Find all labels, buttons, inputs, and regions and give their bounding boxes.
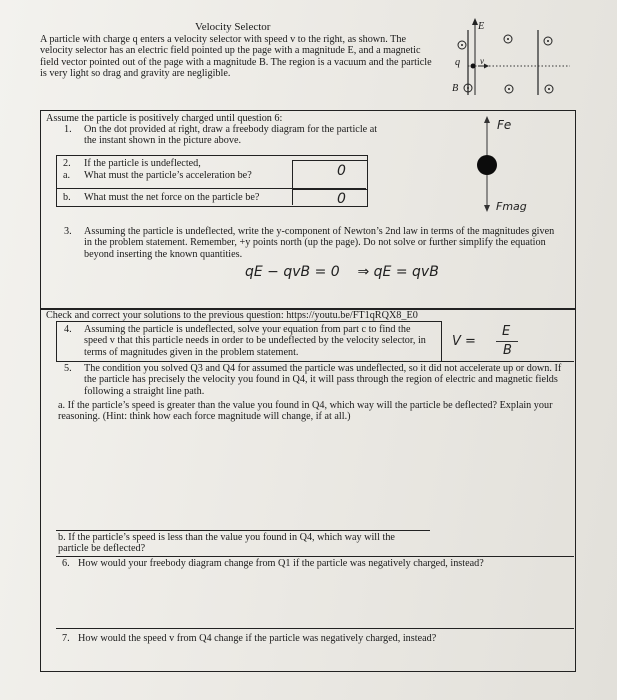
- problem-statement: A particle with charge q enters a velocity selector with speed v to the right, as shown. The velocity selector has an electric field pointed up the page with a magnitude E, and a magnetic field vector pointed out of the page with a magnitude B. The region is a vacuum and the particle is very light so drag and gravity are negligible.: [40, 34, 432, 80]
- q5a-text: a. If the particle’s speed is greater than the value you found in Q4, which way will the particle be deflected? Explain your reasoning. (Hint: think how each force magnitude will change, if at all.): [58, 400, 553, 423]
- electric-force-label: Fe: [497, 118, 512, 132]
- q7-number: 7.: [62, 633, 70, 644]
- q2a-answer: 0: [337, 163, 346, 179]
- q5-number: 5.: [64, 363, 72, 374]
- q6-top-border: [56, 556, 574, 557]
- magnetic-force-label: Fmag: [496, 200, 527, 213]
- field-label-e: E: [478, 21, 485, 32]
- q7-top-border: [56, 628, 574, 629]
- fraction-bar: [496, 341, 518, 342]
- q3-answer: qE − qvB = 0 ⇒ qE = qvB: [245, 264, 439, 280]
- q6-answer-space[interactable]: [56, 572, 566, 626]
- field-label-b: B: [452, 83, 459, 94]
- charge-label-q: q: [455, 57, 461, 68]
- freebody-arrows: [0, 0, 617, 230]
- q1-number: 1.: [64, 124, 72, 135]
- q6-number: 6.: [62, 558, 70, 569]
- q4-answer-denominator: B: [503, 343, 512, 358]
- q2a-text: What must the particle’s acceleration be?: [84, 170, 252, 181]
- solution-link[interactable]: Check and correct your solutions to the previous question: https://youtu.be/FT1qRQX8_E0: [46, 310, 418, 321]
- q7-text: How would the speed v from Q4 change if the particle was negatively charged, instead?: [78, 633, 437, 644]
- q2b-answer: 0: [337, 191, 346, 207]
- q2a-letter: a.: [63, 170, 71, 181]
- q4-number: 4.: [64, 324, 72, 335]
- q7-answer-space[interactable]: [56, 647, 566, 669]
- q6-text: How would your freebody diagram change from Q1 if the particle was negatively charged, instead?: [78, 558, 484, 569]
- q4-answer-lhs: V =: [452, 334, 476, 349]
- q2-text: If the particle is undeflected,: [84, 158, 201, 169]
- q5-top-border: [56, 361, 574, 362]
- q1-text: On the dot provided at right, draw a freebody diagram for the particle at the instant shown in the picture above.: [84, 124, 378, 147]
- q2b-text: What must the net force on the particle be?: [84, 192, 260, 203]
- q5a-answer-space[interactable]: [56, 428, 566, 526]
- q2b-letter: b.: [63, 192, 71, 203]
- velocity-label-v: v: [480, 56, 484, 66]
- q5b-top-border: [56, 530, 430, 531]
- q4-text: Assuming the particle is undeflected, solve your equation from part c to find the speed v that this particle needs in order to be undeflected by the velocity selector, in terms of magnitudes given in the problem statement.: [84, 324, 426, 358]
- q4-answer-numerator: E: [502, 324, 511, 339]
- q2-number: 2.: [63, 158, 71, 169]
- q3-text: Assuming the particle is undeflected, write the y-component of Newton’s 2nd law in terms of the magnitudes given in the problem statement. Remember, +y points north (up the page). Do not solve or further simplify the equation beyond inserting the known quantities.: [84, 226, 555, 260]
- q5-text: The condition you solved Q3 and Q4 for assumed the particle was undeflected, so it did not accelerate up or down. If the particle has precisely the velocity you found in Q4, it will pass through the region of electric and magnetic fields following a straight line path.: [84, 363, 562, 397]
- q3-number: 3.: [64, 226, 72, 237]
- q5b-text: b. If the particle’s speed is less than the value you found in Q4, which way will the particle be deflected?: [58, 532, 395, 555]
- page-title: Velocity Selector: [195, 21, 271, 33]
- assumption-note: Assume the particle is positively charged until question 6:: [46, 113, 283, 124]
